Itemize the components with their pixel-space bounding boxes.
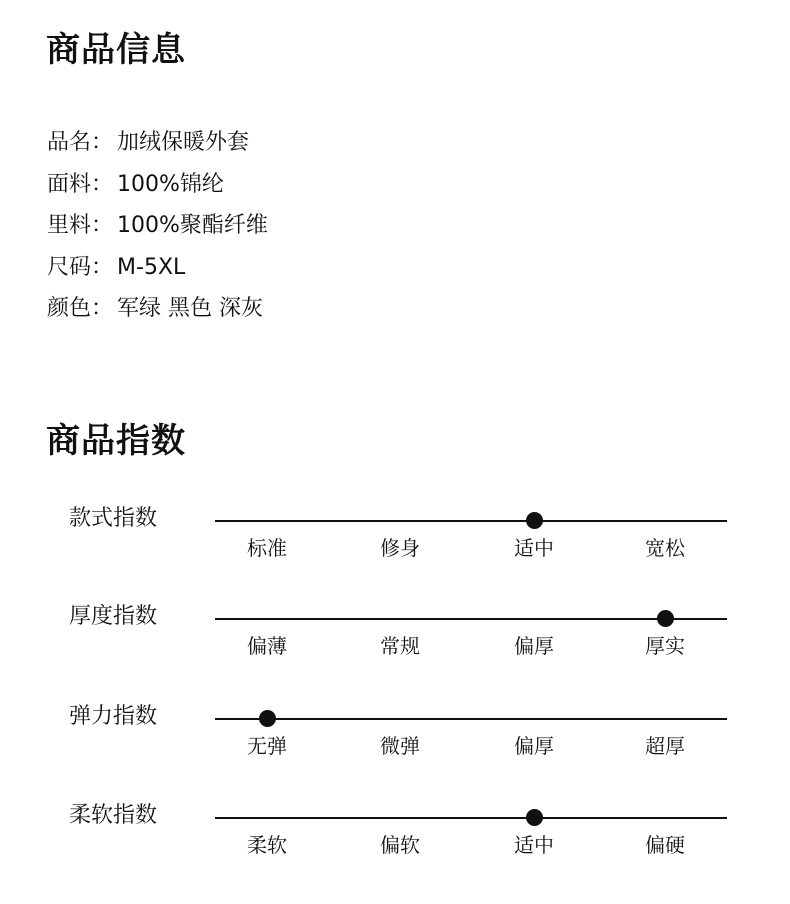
info-separator: ： — [91, 130, 114, 155]
thickness-index-option: 偏厚 — [514, 634, 554, 658]
thickness-index-option: 厚实 — [645, 634, 685, 658]
info-separator: ： — [91, 254, 114, 280]
softness-index-row — [0, 803, 790, 897]
info-label: 里料 — [47, 213, 92, 238]
thickness-index-label: 厚度指数 — [69, 604, 158, 629]
info-label: 品名 — [47, 130, 92, 155]
softness-index-marker-dot — [526, 809, 543, 826]
product-index-title: 商品指数 — [46, 421, 186, 461]
style-index-marker-dot — [526, 512, 543, 529]
info-value: 加绒保暖外套 — [117, 130, 250, 155]
softness-index-option: 适中 — [514, 833, 554, 857]
style-index-option: 修身 — [380, 536, 420, 560]
thickness-index-marker-dot — [657, 610, 674, 627]
style-index-row — [0, 506, 790, 600]
info-row-size — [47, 247, 268, 289]
info-label: 面料 — [47, 171, 92, 197]
elasticity-index-option: 超厚 — [645, 734, 685, 758]
style-index-option: 适中 — [514, 536, 554, 560]
info-separator: ： — [91, 171, 114, 197]
info-separator: ： — [91, 213, 114, 238]
elasticity-index-row — [0, 704, 790, 798]
info-label: 颜色 — [47, 296, 92, 321]
thickness-index-scale-line — [215, 618, 727, 620]
info-row-fabric — [47, 164, 268, 206]
elasticity-index-option: 偏厚 — [514, 734, 554, 758]
thickness-index-option: 常规 — [380, 634, 420, 658]
info-value: M-5XL — [117, 254, 186, 280]
softness-index-option: 偏软 — [380, 833, 420, 857]
style-index-label: 款式指数 — [69, 506, 158, 531]
style-index-option: 标准 — [247, 536, 287, 560]
info-value: 军绿 黑色 深灰 — [117, 296, 264, 321]
product-info-list — [47, 122, 268, 330]
info-separator: ： — [91, 296, 114, 321]
style-index-scale-line — [215, 520, 727, 522]
softness-index-label: 柔软指数 — [69, 803, 158, 828]
thickness-index-row — [0, 604, 790, 698]
thickness-index-option: 偏薄 — [247, 634, 287, 658]
info-row-name — [47, 122, 268, 164]
softness-index-option: 偏硬 — [645, 833, 685, 857]
product-info-title: 商品信息 — [46, 30, 186, 70]
elasticity-index-option: 无弹 — [247, 734, 287, 758]
info-row-lining — [47, 205, 268, 247]
info-value: 100%聚酯纤维 — [117, 213, 268, 238]
info-label: 尺码 — [47, 254, 92, 280]
elasticity-index-scale-line — [215, 718, 727, 720]
elasticity-index-label: 弹力指数 — [69, 704, 158, 729]
info-value: 100%锦纶 — [117, 171, 224, 197]
style-index-option: 宽松 — [645, 536, 685, 560]
elasticity-index-option: 微弹 — [380, 734, 420, 758]
info-row-color — [47, 288, 268, 330]
softness-index-option: 柔软 — [247, 833, 287, 857]
elasticity-index-marker-dot — [259, 710, 276, 727]
softness-index-scale-line — [215, 817, 727, 819]
